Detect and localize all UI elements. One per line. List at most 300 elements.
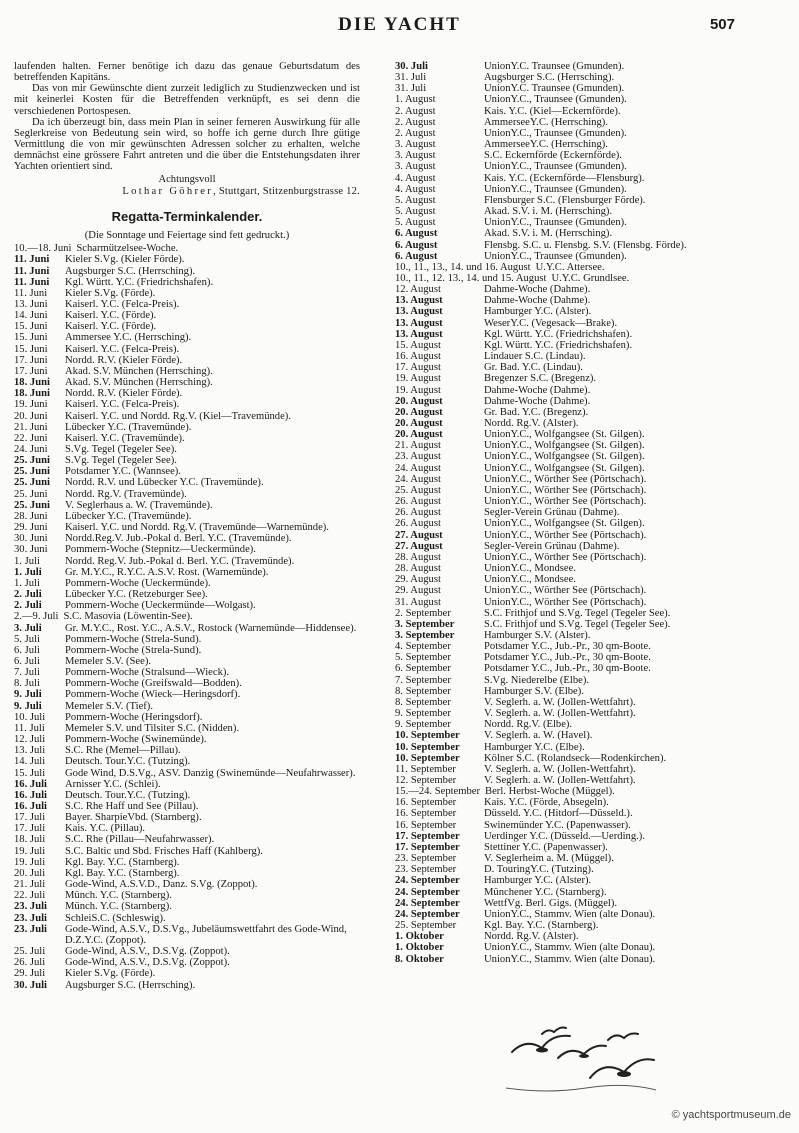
watermark: © yachtsportmuseum.de [671, 1109, 791, 1121]
entry-event: Dahme-Woche (Dahme). [484, 384, 591, 396]
calendar-entry [395, 83, 783, 94]
entry-event: UnionY.C., Wörther See (Pörtschach). [484, 484, 647, 496]
entry-event: Segler-Verein Grünau (Dahme). [484, 540, 620, 552]
entry-event: Kaiserl. Y.C. (Förde). [65, 310, 157, 322]
entry-date: 17. Juli [14, 812, 46, 824]
entry-date: 11. Juni [14, 276, 50, 288]
calendar-entry [14, 913, 360, 924]
calendar-entry [395, 507, 783, 518]
calendar-entry [14, 689, 360, 700]
entry-event: Nordd. Rg.V. (Elbe). [484, 719, 573, 731]
entry-event: UnionY.C., Wörther See (Pörtschach). [484, 585, 647, 597]
entry-event: Pommern-Woche (Strela-Sund). [65, 644, 202, 656]
entry-date: 16. Juli [14, 789, 47, 801]
entry-date: 15. Juni [14, 343, 48, 355]
calendar-entry [395, 675, 783, 686]
calendar-entry [395, 195, 783, 206]
entry-date: 22. Juli [14, 890, 46, 902]
entry-date: 8. September [395, 685, 451, 697]
calendar-entry [14, 980, 360, 991]
calendar-entry [14, 567, 360, 578]
letter-paragraph: laufenden halten. Ferner benötige ich dazu das genaue Geburtsdatum des betreffenden Kapitäns. [14, 61, 360, 84]
calendar-entry [14, 288, 360, 299]
entry-date: 15. Juni [14, 332, 48, 344]
entry-date: 2. Juli [14, 589, 42, 601]
entry-event: Segler-Verein Grünau (Dahme). [484, 507, 620, 519]
entry-event: V. Seglerhaus a. W. (Travemünde). [65, 499, 213, 511]
entry-event: Kais. Y.C. (Förde, Absegeln). [484, 797, 609, 809]
entry-date: 12. September [395, 775, 457, 786]
calendar-entry [395, 496, 783, 507]
calendar-list-right [395, 61, 783, 965]
entry-event: S.C. Rhe Haff und See (Pillau). [65, 801, 199, 812]
calendar-entry [14, 745, 360, 756]
entry-event: V. Seglerheim a. M. (Müggel). [484, 853, 614, 865]
entry-event: Augsburger S.C. (Herrsching). [484, 72, 615, 84]
calendar-entry [14, 812, 360, 823]
entry-date: 13. Juli [14, 745, 46, 757]
entry-date: 17. Juli [14, 823, 46, 835]
calendar-entry [14, 399, 360, 410]
entry-date: 26. August [395, 518, 441, 530]
entry-event: S.C. Frithjof und S.Vg. Tegel (Tegeler See). [484, 607, 671, 619]
entry-date: 24. September [395, 908, 460, 920]
entry-date: 26. Juli [14, 957, 46, 969]
entry-event: Gr. M.Y.C., R.Y.C. A.S.V. Rost. (Warnemünde). [65, 566, 269, 578]
entry-event: V. Seglerh. a. W. (Jollen-Wettfahrt). [484, 763, 636, 775]
entry-date: 15. Juni [14, 321, 48, 333]
entry-date: 21. Juli [14, 879, 46, 891]
calendar-entry [14, 522, 360, 533]
signature-name: Lothar Göhrer [122, 185, 214, 197]
entry-date: 30. Juli [395, 61, 428, 72]
calendar-entry [395, 708, 783, 719]
calendar-entry [14, 656, 360, 667]
calendar-entry [14, 332, 360, 343]
entry-event: Gode-Wind, A.S.V., D.S.Vg., Jubeläumswettfahrt des Gode-Wind, D.Z.Y.C. (Zoppot). [65, 923, 347, 946]
entry-date: 10., 11., 13., 14. und 16. August [395, 261, 531, 273]
entry-event: Pommern-Woche (Ueckermünde). [65, 577, 211, 589]
entry-date: 23. Juli [14, 901, 47, 913]
entry-event: Kgl. Württ. Y.C. (Friedrichshafen). [484, 339, 633, 351]
calendar-entry [14, 924, 360, 946]
entry-date: 8. Oktober [395, 953, 444, 965]
entry-date: 5. September [395, 652, 451, 664]
calendar-entry [14, 790, 360, 801]
entry-event: V. Seglerh. a. W. (Jollen-Wettfahrt). [484, 708, 636, 720]
calendar-entry [395, 240, 783, 251]
calendar-entry [395, 820, 783, 831]
calendar-entry [395, 396, 783, 407]
entry-date: 24. August [395, 473, 441, 485]
entry-date: 19. Juni [14, 399, 48, 411]
calendar-entry [14, 466, 360, 477]
entry-event: UnionY.C., Stammv. Wien (alte Donau). [484, 908, 656, 920]
calendar-entry [14, 299, 360, 310]
calendar-entry [395, 407, 783, 418]
entry-date: 5. Juli [14, 633, 40, 645]
entry-event: Augsburger S.C. (Herrsching). [65, 979, 196, 991]
entry-date: 11. Juni [14, 265, 50, 277]
calendar-entry [395, 686, 783, 697]
entry-date: 30. Juni [14, 544, 48, 556]
calendar-entry [395, 128, 783, 139]
entry-event: Kaiserl. Y.C. (Felca-Preis). [65, 343, 180, 355]
calendar-entry [14, 667, 360, 678]
calendar-title: Regatta-Terminkalender. [111, 208, 263, 224]
entry-event: Gode-Wind, A.S.V.D., Danz. S.Vg. (Zoppot). [65, 879, 258, 891]
calendar-entry [395, 429, 783, 440]
entry-date: 4. August [395, 183, 436, 195]
entry-date: 18. Juni [14, 377, 50, 389]
entry-event: Düsseld. Y.C. (Hitdorf—Düsseld.). [484, 808, 633, 820]
entry-event: UnionY.C., Wörther See (Pörtschach). [484, 529, 647, 541]
entry-date: 28. Juni [14, 510, 48, 522]
entry-date: 6. August [395, 228, 438, 240]
entry-event: Lübecker Y.C. (Travemünde). [65, 421, 192, 433]
entry-event: UnionY.C., Wolfgangsee (St. Gilgen). [484, 462, 645, 474]
entry-event: Deutsch. Tour.Y.C. (Tutzing). [65, 789, 191, 801]
entry-date: 6. Juli [14, 644, 40, 656]
letter-paragraph: Das von mir Gewünschte dient zurzeit lediglich zu Studienzwecken und ist mit keinerlei Kosten für die Betreffenden verknüpft, es sei denn die verschiedenen Portospesen. [14, 83, 360, 117]
entry-date: 18. Juli [14, 834, 46, 846]
entry-date: 17. Juni [14, 354, 48, 366]
entry-event: Nordd. Reg.V. Jub.-Pokal d. Berl. Y.C. (Travemünde). [65, 555, 295, 567]
entry-date: 8. September [395, 696, 451, 708]
entry-date: 10., 11., 12. 13., 14. und 15. August [395, 272, 547, 284]
calendar-entry [14, 500, 360, 511]
calendar-entry [395, 842, 783, 853]
calendar-entry [14, 634, 360, 645]
entry-date: 15. Juli [14, 767, 46, 779]
calendar-entry [395, 61, 783, 72]
entry-date: 31. August [395, 596, 441, 608]
calendar-entry [14, 901, 360, 912]
entry-event: Kgl. Württ. Y.C. (Friedrichshafen). [484, 328, 633, 340]
calendar-entry [14, 533, 360, 544]
entry-date: 27. August [395, 529, 443, 541]
calendar-entry [395, 117, 783, 128]
entry-date: 6. September [395, 663, 451, 675]
entry-date: 23. Juli [14, 923, 47, 935]
calendar-entry [14, 366, 360, 377]
entry-event: Pommern-Woche (Wieck—Heringsdorf). [65, 689, 241, 701]
entry-date: 10. September [395, 752, 460, 764]
calendar-entry [14, 779, 360, 790]
calendar-entry [395, 284, 783, 295]
entry-date: 20. August [395, 418, 443, 429]
calendar-entry [14, 578, 360, 589]
entry-event: UnionY.C., Stammv. Wien (alte Donau). [484, 942, 656, 954]
entry-event: Memeler S.V. (Tief). [65, 700, 153, 712]
entry-event: S.C. Masovia (Löwentin-See). [63, 611, 193, 623]
entry-event: D. TouringY.C. (Tutzing). [484, 864, 594, 876]
entry-date: 17. September [395, 841, 460, 853]
calendar-entry [14, 277, 360, 288]
calendar-entry [395, 663, 783, 674]
entry-event: Kaiserl. Y.C. und Nordd. Rg.V. (Travemünde—Warnemünde). [65, 522, 329, 534]
entry-event: UnionY.C., Wolfgangsee (St. Gilgen). [484, 451, 645, 463]
entry-event: Pommern-Woche (Stralsund—Wieck). [65, 667, 230, 679]
calendar-entry [395, 585, 783, 596]
entry-event: Potsdamer Y.C., Jub.-Pr., 30 qm-Boote. [484, 652, 651, 664]
entry-event: Memeler S.V. und Tilsiter S.C. (Nidden). [65, 722, 240, 734]
calendar-entry [14, 266, 360, 277]
calendar-entry [395, 262, 783, 273]
entry-event: UnionY.C., Traunsee (Gmunden). [484, 127, 627, 139]
entry-event: Nordd.Reg.V. Jub.-Pokal d. Berl. Y.C. (Travemünde). [65, 533, 292, 545]
calendar-entry [395, 652, 783, 663]
calendar-entry [395, 161, 783, 172]
entry-date: 23. September [395, 853, 457, 865]
entry-event: UnionY.C., Traunsee (Gmunden). [484, 183, 627, 195]
entry-event: Kieler S.Vg. (Förde). [65, 287, 156, 299]
calendar-entry [395, 597, 783, 608]
entry-date: 4. August [395, 172, 436, 184]
entry-date: 2. August [395, 105, 436, 117]
entry-date: 1. Juli [14, 555, 40, 567]
entry-event: Dahme-Woche (Dahme). [484, 284, 591, 296]
calendar-entry [395, 742, 783, 753]
calendar-entry [395, 753, 783, 764]
entry-date: 15.—24. September [395, 786, 481, 798]
entry-event: Flensburger S.C. (Flensburger Förde). [484, 194, 646, 206]
seagull-3-body [617, 1071, 631, 1077]
calendar-entry [395, 451, 783, 462]
entry-date: 30. Juli [14, 979, 47, 991]
entry-date: 20. Juni [14, 410, 48, 422]
calendar-entry [14, 645, 360, 656]
entry-event: Kaiserl. Y.C. (Felca-Preis). [65, 399, 180, 411]
entry-date: 24. September [395, 875, 460, 887]
entry-date: 3. August [395, 139, 436, 151]
entry-event: Ammersee Y.C. (Herrsching). [65, 332, 192, 344]
calendar-entry [395, 808, 783, 819]
calendar-entry [395, 931, 783, 942]
entry-event: U.Y.C. Attersee. [535, 261, 605, 273]
calendar-entry [395, 217, 783, 228]
calendar-entry [395, 340, 783, 351]
entry-event: Nordd. Rg.V. (Alster). [484, 931, 579, 943]
entry-event: Hamburger Y.C. (Alster). [484, 875, 592, 887]
entry-event: UnionY.C., Traunsee (Gmunden). [484, 217, 627, 229]
calendar-entry [14, 556, 360, 567]
entry-date: 29. August [395, 585, 441, 597]
calendar-entry [14, 444, 360, 455]
entry-date: 17. September [395, 830, 460, 842]
calendar-entry [14, 511, 360, 522]
entry-date: 26. August [395, 496, 441, 508]
calendar-entry [395, 719, 783, 730]
calendar-entry [395, 875, 783, 886]
calendar-entry [395, 954, 783, 965]
calendar-entry [395, 485, 783, 496]
calendar-entry [14, 879, 360, 890]
entry-event: Hamburger Y.C. (Elbe). [484, 741, 585, 753]
entry-date: 12. August [395, 284, 441, 296]
entry-event: S.C. Rhe (Memel—Pillau). [65, 745, 181, 757]
entry-event: S.C. Frithjof und S.Vg. Tegel (Tegeler See). [484, 618, 671, 630]
entry-event: Gode-Wind, A.S.V., D.S.Vg. (Zoppot). [65, 957, 230, 969]
calendar-entry [395, 295, 783, 306]
entry-event: Pommern-Woche (Heringsdorf). [65, 711, 203, 723]
calendar-entry [14, 411, 360, 422]
entry-date: 25. Juni [14, 466, 50, 478]
entry-date: 25. Juni [14, 455, 50, 467]
calendar-entry [14, 846, 360, 857]
calendar-entry [395, 853, 783, 864]
entry-date: 16. September [395, 808, 457, 820]
calendar-entry [395, 898, 783, 909]
entry-date: 1. Oktober [395, 942, 444, 954]
entry-event: Gr. Bad. Y.C. (Lindau). [484, 362, 583, 374]
letter-signature [14, 186, 360, 197]
calendar-entry [395, 362, 783, 373]
calendar-entry [395, 173, 783, 184]
entry-date: 11. Juli [14, 722, 45, 734]
entry-date: 17. Juni [14, 365, 48, 377]
calendar-entry [395, 351, 783, 362]
calendar-entry [14, 455, 360, 466]
entry-date: 15. August [395, 339, 441, 351]
entry-date: 19. August [395, 384, 441, 396]
calendar-entry [395, 228, 783, 239]
entry-event: Kieler S.Vg. (Kieler Förde). [65, 254, 185, 266]
entry-date: 3. September [395, 618, 455, 630]
entry-date: 23. August [395, 451, 441, 463]
entry-event: UnionY.C., Wolfgangsee (St. Gilgen). [484, 440, 645, 452]
entry-date: 6. August [395, 250, 438, 262]
entry-date: 27. August [395, 540, 443, 552]
calendar-entry [14, 823, 360, 834]
entry-date: 25. August [395, 484, 441, 496]
calendar-entry [395, 184, 783, 195]
entry-date: 10. September [395, 741, 460, 753]
magazine-title: DIE YACHT [338, 14, 461, 35]
entry-date: 10. September [395, 730, 460, 742]
calendar-entry [14, 600, 360, 611]
entry-event: Pommern-Woche (Ueckermünde—Wolgast). [65, 600, 256, 612]
calendar-entry [395, 139, 783, 150]
entry-date: 19. August [395, 373, 441, 385]
calendar-entry [395, 251, 783, 262]
entry-event: U.Y.C. Grundlsee. [551, 272, 630, 284]
entry-event: Kölner S.C. (Rolandseck—Rodenkirchen). [484, 752, 667, 764]
entry-date: 1. August [395, 94, 436, 106]
calendar-entry [395, 541, 783, 552]
entry-date: 1. Oktober [395, 931, 444, 943]
entry-event: UnionY.C., Traunsee (Gmunden). [484, 250, 627, 262]
entry-date: 8. Juli [14, 678, 40, 690]
entry-date: 6. August [395, 239, 438, 251]
entry-date: 3. August [395, 150, 436, 162]
calendar-entry [14, 968, 360, 979]
left-column [14, 61, 360, 991]
running-head [0, 14, 799, 42]
entry-event: Lübecker Y.C. (Travemünde). [65, 510, 192, 522]
entry-event: Münchener Y.C. (Starnberg). [484, 886, 607, 898]
calendar-entry [14, 589, 360, 600]
entry-event: Nordd. R.V. (Kieler Förde). [65, 354, 183, 366]
entry-event: WettfVg. Berl. Gigs. (Müggel). [484, 897, 618, 909]
entry-date: 2.—9. Juli [14, 611, 59, 623]
entry-date: 20. Juli [14, 867, 46, 879]
entry-event: Kaiserl. Y.C. (Felca-Preis). [65, 298, 180, 310]
calendar-entry [14, 868, 360, 879]
entry-date: 11. September [395, 763, 456, 775]
entry-event: Bayer. SharpieVbd. (Starnberg). [65, 812, 202, 824]
entry-event: Memeler S.V. (See). [65, 655, 152, 667]
calendar-entry [395, 608, 783, 619]
entry-event: UnionY.C. Traunsee (Gmunden). [484, 83, 625, 95]
entry-event: Augsburger S.C. (Herrsching). [65, 265, 196, 277]
calendar-entry [14, 701, 360, 712]
entry-date: 6. Juli [14, 655, 40, 667]
entry-date: 2. August [395, 116, 436, 128]
entry-event: Kais. Y.C. (Eckernförde—Flensburg). [484, 172, 645, 184]
entry-event: UnionY.C., Wörther See (Pörtschach). [484, 551, 647, 563]
calendar-entry [14, 611, 360, 622]
entry-event: V. Seglerh. a. W. (Havel). [484, 730, 593, 742]
entry-date: 11. Juni [14, 287, 48, 299]
calendar-entry [395, 94, 783, 105]
right-column [395, 61, 783, 965]
entry-event: Pommern-Woche (Stepnitz—Ueckermünde). [65, 544, 256, 556]
entry-event: Nordd. R.V. (Kieler Förde). [65, 388, 183, 400]
entry-date: 14. Juli [14, 756, 46, 768]
entry-date: 10. Juli [14, 711, 46, 723]
entry-event: Hamburger S.V. (Elbe). [484, 685, 584, 697]
calendar-entry [395, 440, 783, 451]
entry-date: 19. Juli [14, 856, 46, 868]
entry-event: Kgl. Bay. Y.C. (Starnberg). [484, 920, 599, 932]
entry-event: S.Vg. Tegel (Tegeler See). [65, 444, 177, 455]
calendar-entry [395, 864, 783, 875]
entry-event: Pommern-Woche (Greifswald—Bodden). [65, 678, 242, 690]
entry-event: V. Seglerh. a. W. (Jollen-Wettfahrt). [484, 775, 636, 786]
entry-event: Lübecker Y.C. (Retzeburger See). [65, 589, 208, 601]
calendar-entry [395, 775, 783, 786]
entry-date: 20. August [395, 395, 443, 407]
entry-date: 16. September [395, 797, 457, 809]
entry-event: Akad. S.V. München (Herrsching). [65, 377, 213, 389]
entry-event: Kaiserl. Y.C. (Förde). [65, 321, 157, 333]
entry-date: 3. Juli [14, 622, 42, 634]
entry-event: UnionY.C., Wolfgangsee (St. Gilgen). [484, 518, 645, 530]
calendar-entry [14, 768, 360, 779]
calendar-entry [395, 206, 783, 217]
entry-event: UnionY.C. Traunsee (Gmunden). [484, 61, 625, 72]
entry-date: 29. August [395, 574, 441, 586]
entry-event: UnionY.C., Mondsee. [484, 574, 576, 586]
entry-date: 5. August [395, 206, 436, 218]
entry-date: 24. August [395, 462, 441, 474]
entry-event: S.Vg. Tegel (Tegeler See). [65, 455, 177, 467]
entry-event: Kaiserl. Y.C. und Nordd. Rg.V. (Kiel—Travemünde). [65, 410, 291, 422]
entry-event: Berl. Herbst-Woche (Müggel). [485, 786, 615, 798]
calendar-entry [14, 734, 360, 745]
calendar-entry [14, 355, 360, 366]
entry-date: 23. Juli [14, 912, 47, 924]
entry-date: 22. Juni [14, 432, 48, 444]
entry-event: Potsdamer Y.C., Jub.-Pr., 30 qm-Boote. [484, 641, 651, 653]
calendar-entry [14, 310, 360, 321]
calendar-entry [14, 377, 360, 388]
calendar-entry [395, 764, 783, 775]
entry-date: 24. September [395, 886, 460, 898]
entry-event: V. Seglerh. a. W. (Jollen-Wettfahrt). [484, 696, 636, 708]
calendar-entry [14, 801, 360, 812]
